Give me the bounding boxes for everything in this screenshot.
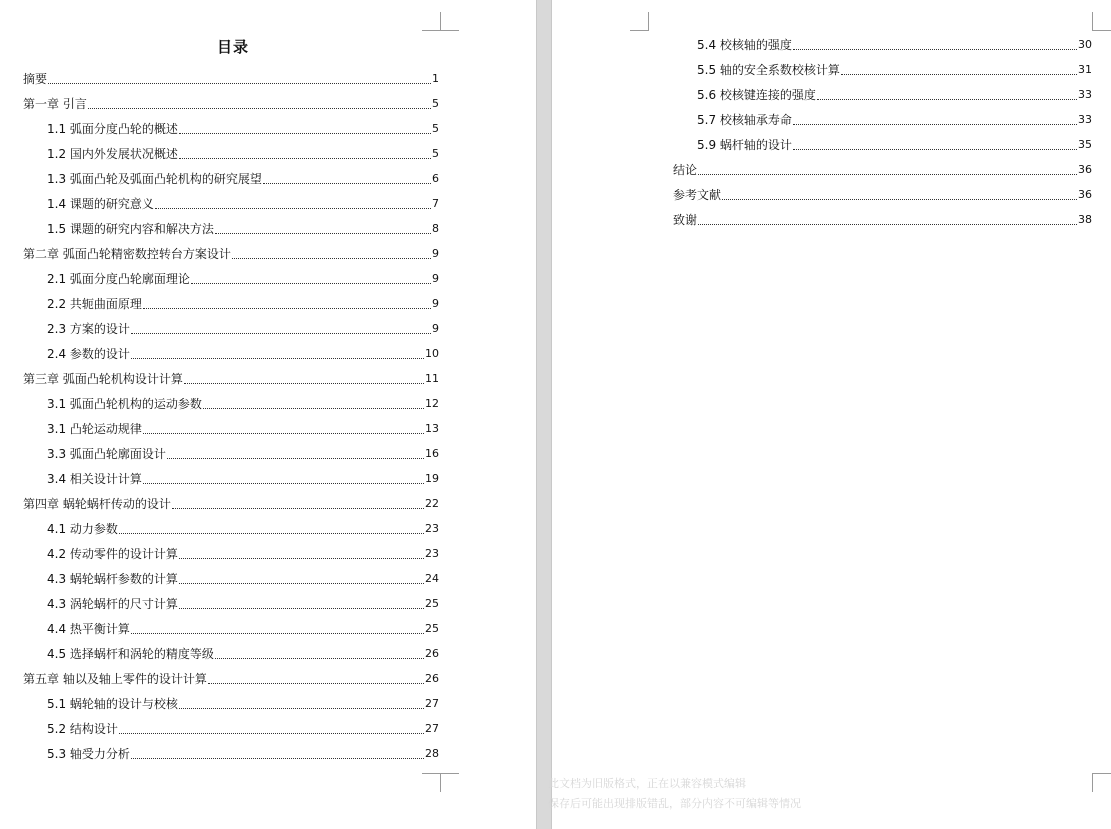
toc-entry[interactable] [673, 107, 1092, 132]
toc-entry[interactable] [673, 182, 1092, 207]
toc-page-number: 8 [432, 221, 439, 235]
toc-entry-title: 1.1 弧面分度凸轮的概述 [47, 121, 178, 136]
toc-entry[interactable] [23, 241, 439, 266]
toc-entry[interactable] [23, 616, 439, 641]
toc-page-number: 13 [425, 421, 439, 435]
compatibility-notice-line1: 此文档为旧版格式，正在以兼容模式编辑 [548, 777, 746, 790]
toc-dot-leader [263, 174, 431, 184]
toc-page-number: 19 [425, 471, 439, 485]
toc-page-number: 33 [1078, 87, 1092, 101]
toc-entry[interactable] [673, 57, 1092, 82]
toc-entry-title: 第二章 弧面凸轮精密数控转台方案设计 [23, 246, 231, 261]
toc-dot-leader [179, 149, 431, 159]
toc-entry[interactable] [23, 141, 439, 166]
toc-list-right [673, 32, 1092, 232]
toc-page-number: 35 [1078, 137, 1092, 151]
toc-page-number: 9 [432, 296, 439, 310]
toc-page-number: 36 [1078, 187, 1092, 201]
toc-entry-title: 摘要 [23, 71, 48, 86]
toc-page-number: 28 [425, 746, 439, 760]
toc-entry[interactable] [23, 441, 439, 466]
toc-entry[interactable] [23, 366, 439, 391]
toc-entry[interactable] [23, 266, 439, 291]
toc-entry-title: 4.2 传动零件的设计计算 [47, 546, 178, 561]
toc-entry[interactable] [23, 466, 439, 491]
document-page-left[interactable] [0, 0, 536, 829]
toc-dot-leader [215, 224, 431, 234]
toc-page-number: 6 [432, 171, 439, 185]
compatibility-mode-notice [548, 774, 848, 814]
toc-page-number: 30 [1078, 37, 1092, 51]
toc-page-number: 38 [1078, 212, 1092, 226]
toc-list-left [23, 66, 439, 766]
toc-entry[interactable] [673, 82, 1092, 107]
toc-entry[interactable] [23, 291, 439, 316]
toc-entry-title: 1.2 国内外发展状况概述 [47, 146, 178, 161]
toc-title: 目录 [216, 38, 249, 56]
toc-page-number: 26 [425, 646, 439, 660]
toc-dot-leader [184, 374, 424, 384]
crop-mark-bottom-left [422, 773, 441, 792]
toc-entry[interactable] [23, 91, 439, 116]
toc-entry[interactable] [673, 207, 1092, 232]
toc-entry-title: 致谢 [673, 212, 698, 227]
toc-page-number: 9 [432, 246, 439, 260]
toc-dot-leader [191, 274, 431, 284]
document-page-right[interactable] [552, 0, 1111, 829]
toc-dot-leader [208, 674, 424, 684]
toc-entry-title: 1.3 弧面凸轮及弧面凸轮机构的研究展望 [47, 171, 262, 186]
toc-dot-leader [172, 499, 424, 509]
toc-entry-title: 1.4 课题的研究意义 [47, 196, 154, 211]
toc-entry-title: 结论 [673, 162, 698, 177]
toc-page-number: 23 [425, 546, 439, 560]
page-gutter [536, 0, 552, 829]
toc-dot-leader [131, 324, 431, 334]
toc-entry[interactable] [23, 716, 439, 741]
toc-dot-leader [179, 574, 424, 584]
toc-page-number: 25 [425, 596, 439, 610]
toc-entry[interactable] [23, 341, 439, 366]
toc-dot-leader [179, 599, 424, 609]
toc-page-number: 24 [425, 571, 439, 585]
toc-entry[interactable] [23, 741, 439, 766]
toc-dot-leader [698, 165, 1077, 175]
toc-page-number: 33 [1078, 112, 1092, 126]
toc-dot-leader [119, 724, 424, 734]
toc-entry-title: 3.3 弧面凸轮廓面设计 [47, 446, 166, 461]
compatibility-notice-line2: 保存后可能出现排版错乱，部分内容不可编辑等情况 [548, 797, 801, 810]
toc-entry[interactable] [673, 132, 1092, 157]
toc-entry[interactable] [23, 416, 439, 441]
toc-dot-leader [131, 749, 424, 759]
toc-dot-leader [131, 624, 424, 634]
toc-entry-title: 3.1 凸轮运动规律 [47, 421, 142, 436]
toc-entry-title: 第五章 轴以及轴上零件的设计计算 [23, 671, 207, 686]
toc-entry-title: 4.3 涡轮蜗杆的尺寸计算 [47, 596, 178, 611]
toc-entry[interactable] [23, 516, 439, 541]
toc-dot-leader [215, 649, 424, 659]
toc-dot-leader [167, 449, 424, 459]
toc-entry[interactable] [23, 166, 439, 191]
toc-entry[interactable] [23, 691, 439, 716]
toc-page-number: 9 [432, 271, 439, 285]
toc-entry[interactable] [23, 316, 439, 341]
toc-dot-leader [143, 424, 424, 434]
toc-entry-title: 5.6 校核键连接的强度 [697, 87, 816, 102]
toc-entry-title: 1.5 课题的研究内容和解决方法 [47, 221, 214, 236]
toc-entry-title: 5.9 蜗杆轴的设计 [697, 137, 792, 152]
toc-entry[interactable] [23, 491, 439, 516]
toc-dot-leader [179, 699, 424, 709]
toc-page-number: 9 [432, 321, 439, 335]
toc-page-number: 11 [425, 371, 439, 385]
toc-entry[interactable] [23, 666, 439, 691]
toc-entry-title: 5.4 校核轴的强度 [697, 37, 792, 52]
toc-page-number: 27 [425, 721, 439, 735]
toc-entry[interactable] [23, 591, 439, 616]
toc-dot-leader [143, 474, 424, 484]
toc-entry[interactable] [23, 641, 439, 666]
toc-page-number: 16 [425, 446, 439, 460]
toc-entry-title: 5.2 结构设计 [47, 721, 118, 736]
toc-page-number: 22 [425, 496, 439, 510]
toc-page-number: 23 [425, 521, 439, 535]
toc-page-number: 5 [432, 96, 439, 110]
toc-dot-leader [698, 215, 1077, 225]
toc-page-number: 27 [425, 696, 439, 710]
toc-dot-leader [841, 65, 1077, 75]
crop-mark-top-left [630, 12, 649, 31]
toc-dot-leader [88, 99, 431, 109]
crop-mark-top-right [440, 12, 459, 31]
toc-page-number: 26 [425, 671, 439, 685]
toc-dot-leader [232, 249, 431, 259]
toc-dot-leader [203, 399, 424, 409]
crop-mark-top-left [422, 12, 441, 31]
toc-entry[interactable] [673, 157, 1092, 182]
toc-entry-title: 参考文献 [673, 187, 722, 202]
toc-page-number: 12 [425, 396, 439, 410]
toc-page-number: 5 [432, 146, 439, 160]
toc-page-number: 36 [1078, 162, 1092, 176]
toc-entry-title: 第四章 蜗轮蜗杆传动的设计 [23, 496, 171, 511]
toc-page-number: 5 [432, 121, 439, 135]
toc-entry-title: 4.4 热平衡计算 [47, 621, 130, 636]
toc-dot-leader [143, 299, 431, 309]
toc-dot-leader [48, 74, 431, 84]
toc-entry-title: 5.7 校核轴承寿命 [697, 112, 792, 127]
toc-entry[interactable] [673, 32, 1092, 57]
toc-entry[interactable] [23, 566, 439, 591]
toc-entry-title: 4.1 动力参数 [47, 521, 118, 536]
crop-mark-top-right [1092, 12, 1111, 31]
toc-dot-leader [155, 199, 431, 209]
toc-dot-leader [179, 549, 424, 559]
toc-dot-leader [793, 140, 1077, 150]
toc-dot-leader [793, 40, 1077, 50]
toc-entry-title: 2.3 方案的设计 [47, 321, 130, 336]
toc-page-number: 10 [425, 346, 439, 360]
toc-entry-title: 4.5 选择蜗杆和涡轮的精度等级 [47, 646, 214, 661]
toc-dot-leader [179, 124, 431, 134]
toc-entry-title: 3.4 相关设计计算 [47, 471, 142, 486]
toc-dot-leader [131, 349, 424, 359]
toc-entry-title: 2.1 弧面分度凸轮廓面理论 [47, 271, 190, 286]
toc-page-number: 7 [432, 196, 439, 210]
toc-page-number: 25 [425, 621, 439, 635]
toc-entry-title: 第三章 弧面凸轮机构设计计算 [23, 371, 183, 386]
toc-entry-title: 5.5 轴的安全系数校核计算 [697, 62, 840, 77]
toc-entry[interactable] [23, 66, 439, 91]
toc-page-number: 1 [432, 71, 439, 85]
toc-entry[interactable] [23, 541, 439, 566]
crop-mark-bottom-right [1092, 773, 1111, 792]
toc-entry-title: 2.4 参数的设计 [47, 346, 130, 361]
toc-dot-leader [722, 190, 1077, 200]
toc-page-number: 31 [1078, 62, 1092, 76]
toc-entry[interactable] [23, 191, 439, 216]
toc-entry[interactable] [23, 391, 439, 416]
toc-entry-title: 5.3 轴受力分析 [47, 746, 130, 761]
toc-dot-leader [119, 524, 424, 534]
toc-entry-title: 5.1 蜗轮轴的设计与校核 [47, 696, 178, 711]
toc-entry-title: 第一章 引言 [23, 96, 87, 111]
toc-entry[interactable] [23, 216, 439, 241]
toc-dot-leader [817, 90, 1077, 100]
toc-entry-title: 3.1 弧面凸轮机构的运动参数 [47, 396, 202, 411]
toc-entry-title: 4.3 蜗轮蜗杆参数的计算 [47, 571, 178, 586]
crop-mark-bottom-right [440, 773, 459, 792]
toc-entry[interactable] [23, 116, 439, 141]
toc-entry-title: 2.2 共轭曲面原理 [47, 296, 142, 311]
toc-dot-leader [793, 115, 1077, 125]
